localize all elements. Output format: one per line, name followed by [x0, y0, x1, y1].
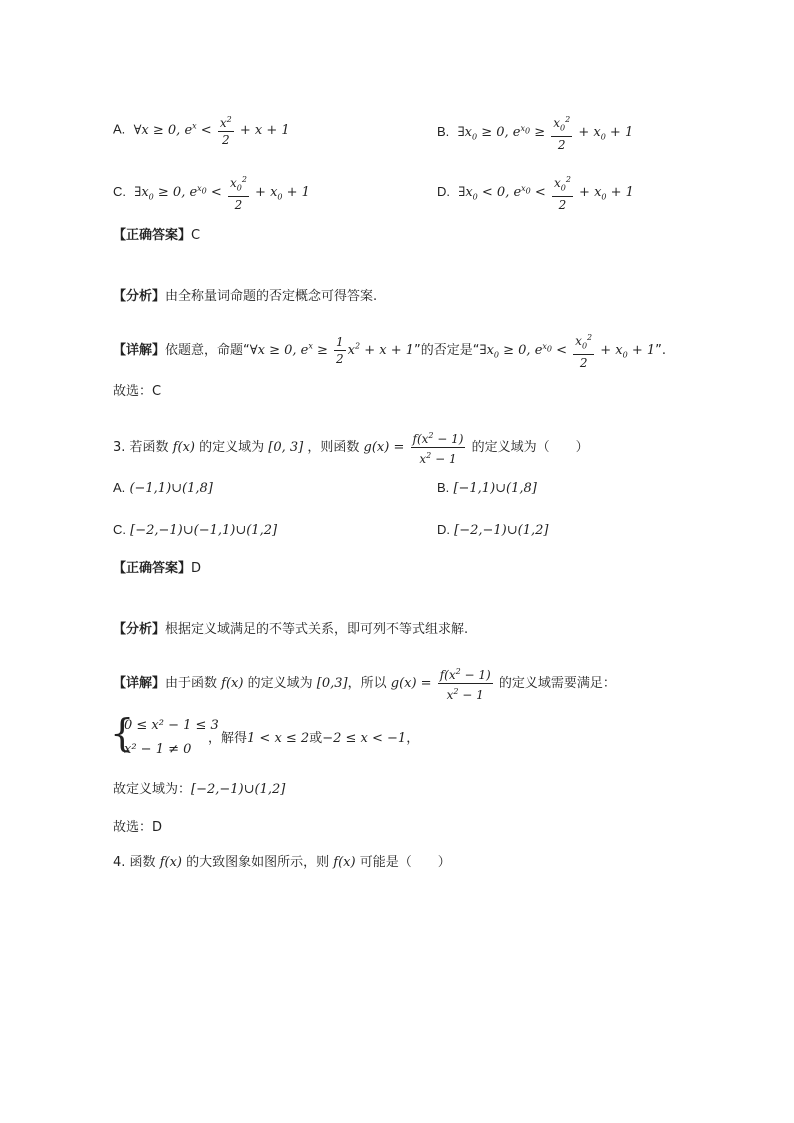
solve-label: ，解得 [208, 731, 248, 746]
option-expression: [−2,−1)∪(1,2] [454, 523, 549, 538]
option-expression: ∀x ≥ 0, $e^x$ < $\frac{x^2}{2}$ + x + 1 [129, 123, 289, 138]
q2-detail [113, 330, 666, 371]
answer-value: C [191, 228, 201, 243]
detail-text: 的定义域为 [247, 676, 313, 691]
solve-text [208, 729, 419, 749]
detail-tag: 【详解】 [113, 343, 166, 359]
option-label: A. [113, 480, 126, 495]
q3-conclusion: 故选：D [113, 820, 163, 835]
option-expression: [−2,−1)∪(−1,1)∪(1,2] [130, 523, 278, 538]
solve-range-1: 1 < x ≤ 2 [247, 731, 310, 746]
q2-option-b[interactable] [437, 112, 633, 153]
option-expression: (−1,1)∪(1,8] [129, 481, 213, 496]
solve-end: ， [406, 731, 420, 746]
option-expression: $\exists x_0 \ge 0$, $e^{x_0}$ < $\frac{x_0^2}{2}$ + $x_0 + 1$ [130, 185, 310, 200]
q3-answer [113, 559, 201, 579]
detail-text: ，所以 [347, 676, 387, 691]
analysis-text: 根据定义域满足的不等式关系，即可列不等式组求解. [165, 622, 469, 637]
stem-text: 可能是（ ） [359, 855, 451, 870]
stem-text: ，则函数 [307, 440, 360, 455]
answer-tag: 【正确答案】 [113, 561, 192, 576]
interval-expression: [0,3] [316, 676, 348, 691]
q2-answer [113, 226, 200, 246]
q2-option-a[interactable] [113, 112, 290, 148]
detail-math: $\exists x_0 \ge 0$, $e^{x_0}$ < $\frac{x_0^2}{2}$ + $x_0 + 1$ [480, 343, 656, 358]
q4-stem [113, 853, 451, 873]
detail-text: 的定义域需要满足： [498, 676, 616, 691]
fx-expression: f(x) [221, 676, 244, 691]
option-expression: [−1,1)∪(1,8] [453, 481, 537, 496]
interval-expression: [0, 3] [268, 440, 304, 455]
detail-text: 依题意，命题“ [165, 343, 250, 359]
solve-range-2: −2 ≤ x < −1 [322, 731, 407, 746]
option-label: B. [437, 480, 450, 495]
q2-option-d[interactable] [437, 172, 634, 213]
system-brace: { [110, 711, 135, 755]
detail-math: ∀x ≥ 0, $e^x$ ≥ $\frac{1}{2}$ $x^2 + x + 1$ [249, 335, 415, 367]
stem-text: 的定义域为 [199, 440, 265, 455]
option-expression: $\exists x_0 < 0$, $e^{x_0}$ < $\frac{x_0^2}{2}$ + $x_0 + 1$ [454, 185, 634, 200]
answer-value: D [191, 561, 202, 576]
q2-analysis [113, 287, 377, 307]
option-label: D. [437, 184, 450, 200]
domain-label: 故定义域为： [113, 782, 192, 797]
fx-expression: f(x) [159, 855, 182, 870]
q3-option-a[interactable] [113, 480, 213, 496]
stem-text: 的大致图象如图所示，则 [186, 855, 330, 870]
analysis-tag: 【分析】 [113, 289, 166, 304]
option-label: C. [113, 184, 126, 200]
gx-expression: g(x) = $\frac{f(x^2 - 1)}{x^2 - 1}$ [364, 440, 468, 455]
q3-domain [113, 780, 285, 800]
q2-conclusion: 故选：C [113, 384, 162, 399]
fx-expression: f(x) [172, 440, 195, 455]
option-label: C. [113, 522, 126, 537]
q3-option-d[interactable] [437, 522, 548, 538]
domain-value: [−2,−1)∪(1,2] [191, 782, 286, 797]
analysis-tag: 【分析】 [113, 622, 166, 637]
q2-option-c[interactable] [113, 172, 310, 213]
fx-expression: f(x) [333, 855, 356, 870]
stem-text: 的定义域为（ ） [471, 440, 589, 455]
detail-text: ”的否定是“ [414, 343, 480, 359]
stem-text: 4. 函数 [113, 855, 156, 870]
option-label: D. [437, 522, 450, 537]
answer-tag: 【正确答案】 [113, 228, 192, 243]
q3-stem [113, 428, 589, 467]
solve-or: 或 [309, 731, 323, 746]
q3-option-c[interactable] [113, 522, 277, 538]
option-label: A. [113, 121, 126, 137]
q3-detail [113, 664, 616, 703]
option-label: B. [437, 124, 450, 140]
q3-option-b[interactable] [437, 480, 537, 496]
system-line-2: x² − 1 ≠ 0 [124, 742, 192, 757]
stem-text: 3. 若函数 [113, 440, 169, 455]
q3-analysis [113, 620, 468, 640]
gx-expression: g(x) = $\frac{f(x^2 - 1)}{x^2 - 1}$ [391, 676, 495, 691]
option-expression: $\exists x_0 \ge 0$, $e^{x_0}$ ≥ $\frac{x_0^2}{2}$ + $x_0 + 1$ [453, 125, 633, 140]
detail-text: 由于函数 [165, 676, 218, 691]
analysis-text: 由全称量词命题的否定概念可得答案. [165, 289, 378, 304]
system-line-1: 0 ≤ x² − 1 ≤ 3 [124, 718, 219, 733]
detail-tag: 【详解】 [113, 676, 166, 691]
detail-text: ”. [655, 343, 667, 359]
